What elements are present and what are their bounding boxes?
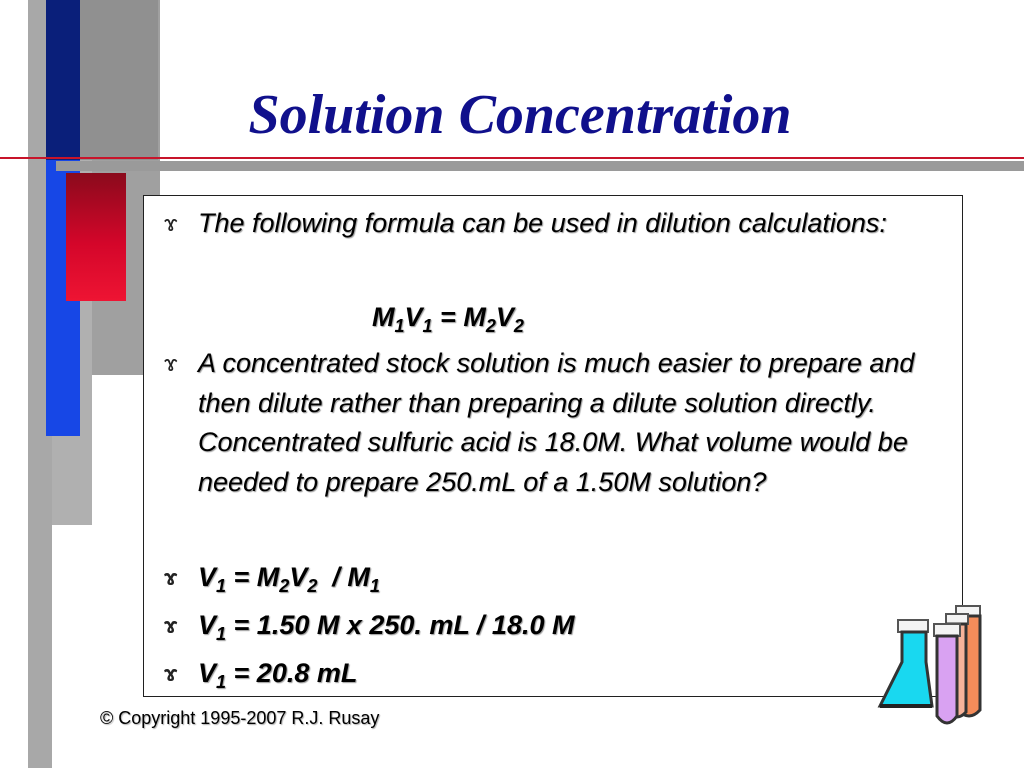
flask-and-test-tubes-icon bbox=[870, 598, 994, 738]
bullet-text: A concentrated stock solution is much easier to prepare and then dilute rather than preparing a dilute solution directly. Concentrated sulfuric acid is 18.0M. What volume would be needed to prepare 250.mL of a 1.50M solution? bbox=[198, 348, 915, 497]
bullet-item-equation-result bbox=[156, 654, 948, 694]
bullet-item-formula-intro bbox=[156, 204, 948, 244]
flask-cyan-icon bbox=[880, 620, 932, 706]
bullet-item-equation-values bbox=[156, 606, 948, 646]
title-underline-red bbox=[0, 157, 1024, 159]
equation-text: $V_1 = M_2V_2 / M_1$ bbox=[198, 562, 380, 596]
dilution-formula: $M_1V_1 = M_2V_2$ bbox=[372, 302, 524, 336]
bullet-item-stock-solution bbox=[156, 344, 948, 502]
equation-text: $V_1 = 1.50$ M x 250. mL / 18.0 M bbox=[198, 610, 575, 644]
slide-title: Solution Concentration bbox=[248, 84, 792, 146]
scroll-bullet-icon: ɤ bbox=[164, 661, 178, 686]
scroll-bullet-icon: ɤ bbox=[164, 613, 178, 638]
bullet-item-equation-general bbox=[156, 558, 948, 598]
scroll-bullet-icon: ɤ bbox=[164, 565, 178, 590]
copyright-footer: © Copyright 1995-2007 R.J. Rusay bbox=[100, 708, 380, 728]
test-tube-violet-icon bbox=[934, 624, 960, 723]
bullet-text: The following formula can be used in dilution calculations: bbox=[198, 208, 887, 238]
content-box bbox=[143, 195, 963, 697]
equation-text: $V_1 = 20.8$ mL bbox=[198, 658, 358, 692]
decor-bar-red bbox=[66, 173, 126, 301]
scroll-bullet-icon: ɤ bbox=[164, 211, 178, 236]
scroll-bullet-icon: ɤ bbox=[164, 351, 178, 376]
title-underline-gray bbox=[56, 161, 1024, 171]
